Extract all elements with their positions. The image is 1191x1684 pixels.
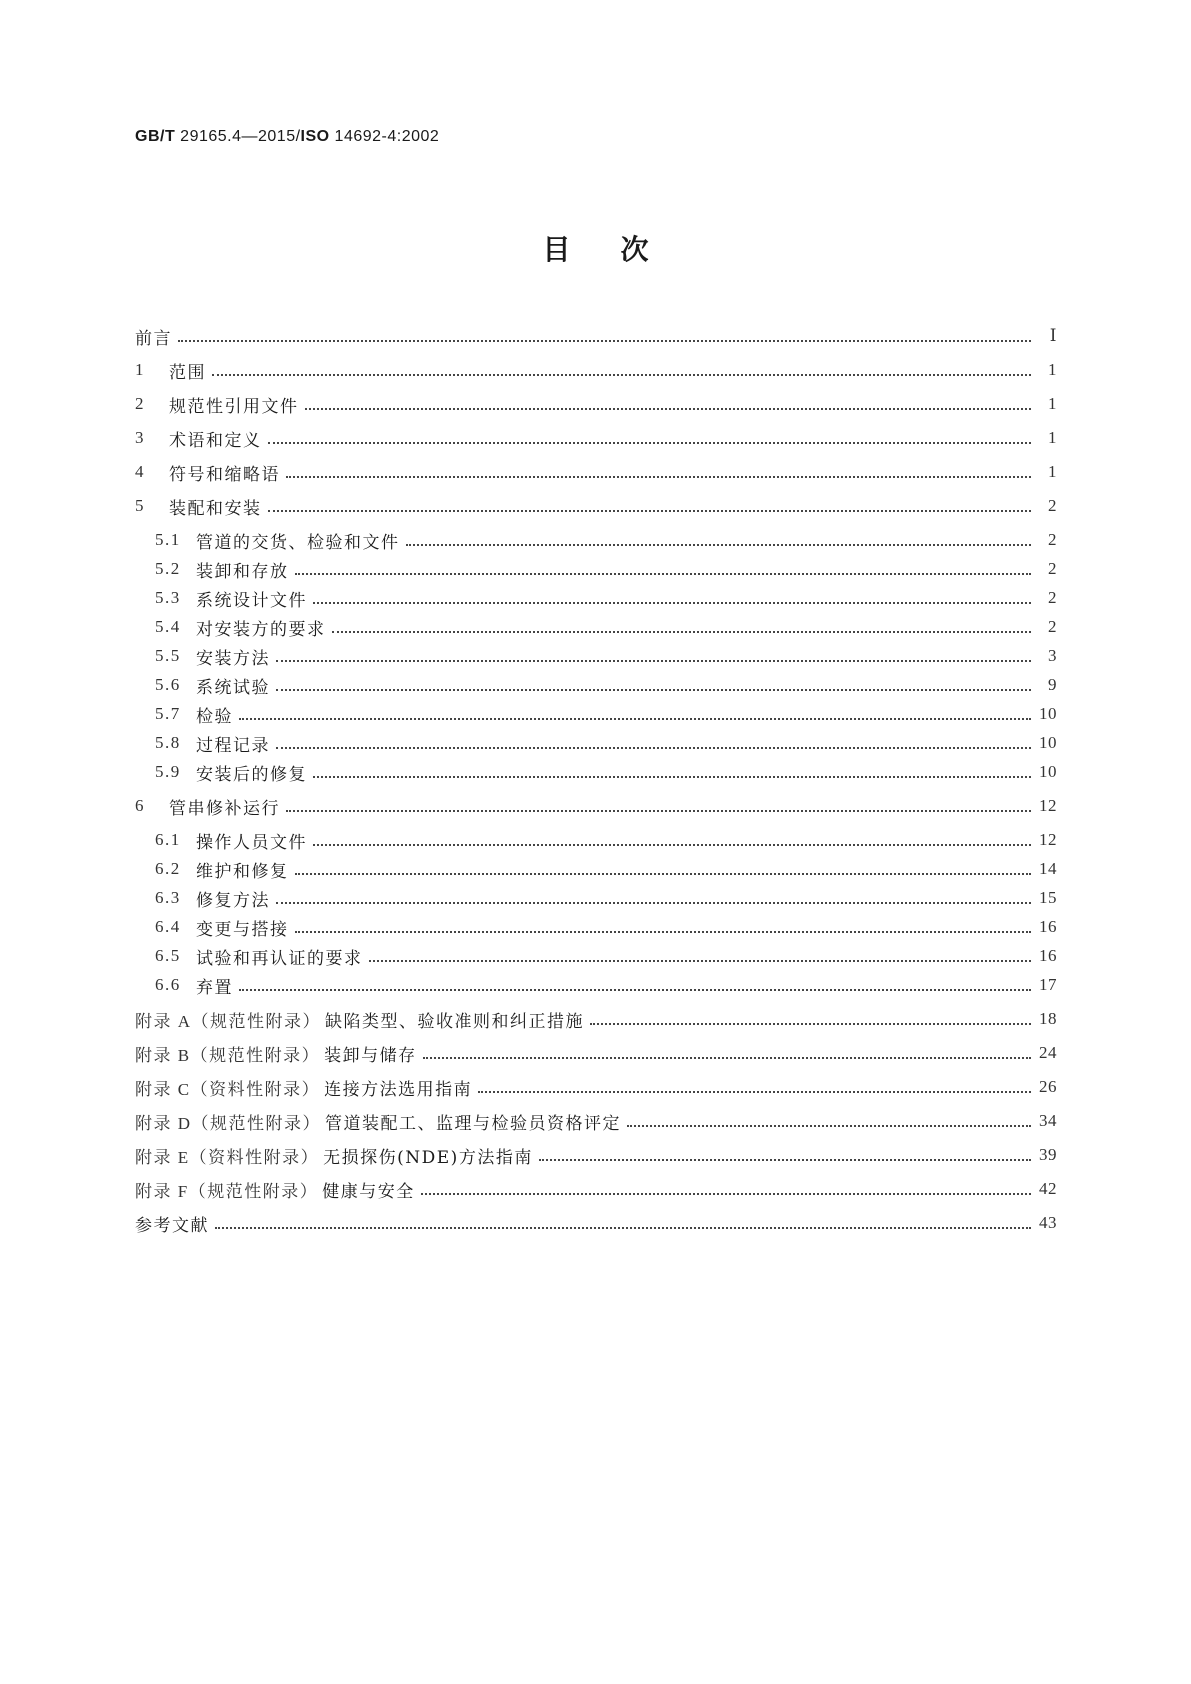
- toc-entry-page: 26: [1039, 1077, 1057, 1096]
- toc-entry-label: 健康与安全: [322, 1181, 415, 1202]
- toc-entry-page: 24: [1039, 1043, 1057, 1062]
- toc-entry-page: 2: [1048, 530, 1057, 549]
- toc-entry-label: 管串修补运行: [169, 798, 280, 819]
- iso-prefix: ISO: [300, 128, 330, 145]
- toc-entry-label: 操作人员文件: [196, 832, 307, 853]
- dot-leader: [305, 408, 1032, 410]
- dot-leader: [332, 631, 1032, 633]
- dot-leader: [215, 1227, 1031, 1229]
- dot-leader: [295, 931, 1032, 933]
- toc-entry-label: 装卸和存放: [196, 561, 289, 582]
- toc-entry-number: 5.2: [155, 559, 181, 578]
- dot-leader: [313, 776, 1031, 778]
- toc-entry-page: 39: [1039, 1145, 1057, 1164]
- toc-entry-number: 5.8: [155, 733, 181, 752]
- toc-entry-label: 修复方法: [196, 890, 270, 911]
- toc-entry[interactable]: [135, 671, 1057, 699]
- toc-entry[interactable]: [135, 758, 1057, 786]
- dot-leader: [627, 1125, 1031, 1127]
- toc-entry-label: 安装后的修复: [196, 764, 307, 785]
- dot-leader: [313, 844, 1031, 846]
- toc-entry-number: 5.4: [155, 617, 181, 636]
- toc-entry-page: 2: [1048, 588, 1057, 607]
- toc-entry[interactable]: [135, 942, 1057, 970]
- toc-entry[interactable]: [135, 1141, 1057, 1169]
- toc-entry-page: 34: [1039, 1111, 1057, 1130]
- toc-entry-page: Ⅰ: [1049, 326, 1057, 345]
- toc-entry[interactable]: [135, 1039, 1057, 1067]
- toc-entry[interactable]: [135, 1107, 1057, 1135]
- toc-entry-number: 5.6: [155, 675, 181, 694]
- toc-entry-label: 维护和修复: [196, 861, 289, 882]
- dot-leader: [421, 1193, 1031, 1195]
- toc-entry[interactable]: [135, 855, 1057, 883]
- toc-entry-page: 16: [1039, 917, 1057, 936]
- toc-entry-number: 5.5: [155, 646, 181, 665]
- toc-entry-page: 1: [1048, 360, 1057, 379]
- dot-leader: [276, 902, 1031, 904]
- toc-entry-page: 10: [1039, 762, 1057, 781]
- toc-entry[interactable]: [135, 390, 1057, 418]
- toc-entry-number: 6.5: [155, 946, 181, 965]
- toc-entry[interactable]: [135, 913, 1057, 941]
- dot-leader: [295, 573, 1032, 575]
- toc-entry[interactable]: [135, 555, 1057, 583]
- toc-entry-number: 5.1: [155, 530, 181, 549]
- toc-entry-label: 过程记录: [196, 735, 270, 756]
- toc-entry-page: 3: [1048, 646, 1057, 665]
- toc-entry-label: 检验: [196, 706, 233, 727]
- dot-leader: [212, 374, 1031, 376]
- toc-entry-label: 系统试验: [196, 677, 270, 698]
- toc-entry-number: 附录 A（规范性附录）: [135, 1011, 322, 1031]
- standard-code: [135, 128, 439, 146]
- toc-entry-number: 6.6: [155, 975, 181, 994]
- toc-entry-label: 试验和再认证的要求: [196, 948, 363, 969]
- dot-leader: [313, 602, 1031, 604]
- dot-leader: [239, 718, 1031, 720]
- dot-leader: [539, 1159, 1031, 1161]
- toc-entry-label: 前言: [135, 328, 172, 349]
- toc-entry-page: 1: [1048, 428, 1057, 447]
- toc-entry-label: 连接方法选用指南: [324, 1079, 473, 1100]
- toc-entry-page: 16: [1039, 946, 1057, 965]
- toc-entry-label: 装配和安装: [169, 498, 262, 519]
- toc-entry[interactable]: [135, 884, 1057, 912]
- dot-leader: [590, 1023, 1031, 1025]
- toc-entry-label: 规范性引用文件: [169, 396, 299, 417]
- toc-entry-label: 术语和定义: [169, 430, 262, 451]
- toc-entry-number: 6.1: [155, 830, 181, 849]
- toc-entry-number: 6.4: [155, 917, 181, 936]
- toc-entry[interactable]: [135, 613, 1057, 641]
- toc-entry[interactable]: [135, 971, 1057, 999]
- toc-entry-label: 对安装方的要求: [196, 619, 326, 640]
- toc-entry-page: 1: [1048, 462, 1057, 481]
- dot-leader: [406, 544, 1032, 546]
- toc-entry-number: 6.2: [155, 859, 181, 878]
- dot-leader: [286, 810, 1031, 812]
- toc-entry-page: 2: [1048, 559, 1057, 578]
- dot-leader: [423, 1057, 1031, 1059]
- dot-leader: [276, 660, 1031, 662]
- page-title: 目次: [542, 233, 699, 266]
- toc-entry-label: 无损探伤(NDE)方法指南: [323, 1147, 533, 1168]
- dot-leader: [295, 873, 1032, 875]
- toc-entry-number: 6.3: [155, 888, 181, 907]
- toc-entry[interactable]: [135, 792, 1057, 820]
- dot-leader: [268, 510, 1032, 512]
- toc-entry[interactable]: [135, 729, 1057, 757]
- toc-entry[interactable]: [135, 1175, 1057, 1203]
- toc-entry-number: 附录 F（规范性附录）: [135, 1181, 319, 1201]
- toc-entry[interactable]: [135, 356, 1057, 384]
- iso-number: 14692-4:2002: [329, 128, 440, 145]
- toc-entry-label: 管道的交货、检验和文件: [196, 532, 400, 553]
- toc-entry-page: 1: [1048, 394, 1057, 413]
- toc-entry-number: 3: [135, 428, 145, 447]
- toc-entry[interactable]: [135, 424, 1057, 452]
- toc-entry-page: 17: [1039, 975, 1057, 994]
- toc-entry[interactable]: [135, 322, 1057, 350]
- toc-entry-page: 10: [1039, 733, 1057, 752]
- toc-entry[interactable]: [135, 1209, 1057, 1237]
- toc-entry-label: 参考文献: [135, 1215, 209, 1236]
- toc-entry[interactable]: [135, 492, 1057, 520]
- toc-entry-number: 附录 B（规范性附录）: [135, 1045, 321, 1065]
- standard-prefix: GB/T: [135, 128, 176, 145]
- toc-entry-page: 12: [1039, 796, 1057, 815]
- toc-entry[interactable]: [135, 826, 1057, 854]
- toc-entry[interactable]: [135, 526, 1057, 554]
- toc-entry[interactable]: [135, 458, 1057, 486]
- toc-entry-page: 15: [1039, 888, 1057, 907]
- toc-entry[interactable]: [135, 584, 1057, 612]
- toc-entry-number: 5.9: [155, 762, 181, 781]
- toc-entry-label: 缺陷类型、验收准则和纠正措施: [325, 1011, 585, 1032]
- toc-entry-number: 1: [135, 360, 145, 379]
- toc-entry[interactable]: [135, 700, 1057, 728]
- toc-entry-label: 安装方法: [196, 648, 270, 669]
- dot-leader: [178, 340, 1031, 342]
- toc-entry-label: 符号和缩略语: [169, 464, 280, 485]
- dot-leader: [239, 989, 1031, 991]
- toc-entry-number: 5.3: [155, 588, 181, 607]
- toc-entry-label: 变更与搭接: [196, 919, 289, 940]
- toc-entry-label: 弃置: [196, 977, 233, 998]
- toc-entry-number: 附录 C（资料性附录）: [135, 1079, 321, 1099]
- dot-leader: [478, 1091, 1031, 1093]
- toc-entry[interactable]: [135, 1005, 1057, 1033]
- toc-entry-number: 2: [135, 394, 145, 413]
- toc-entry-number: 5.7: [155, 704, 181, 723]
- standard-number: 29165.4—2015/: [175, 128, 301, 145]
- toc-entry-page: 43: [1039, 1213, 1057, 1232]
- toc-entry-page: 10: [1039, 704, 1057, 723]
- toc-entry-number: 6: [135, 796, 145, 815]
- toc-entry-page: 42: [1039, 1179, 1057, 1198]
- dot-leader: [369, 960, 1032, 962]
- toc-entry-label: 系统设计文件: [196, 590, 307, 611]
- toc-entry-number: 附录 E（资料性附录）: [135, 1147, 320, 1167]
- toc-entry-number: 附录 D（规范性附录）: [135, 1113, 322, 1133]
- dot-leader: [268, 442, 1032, 444]
- toc-entry-page: 9: [1048, 675, 1057, 694]
- toc-entry-label: 装卸与储存: [324, 1045, 417, 1066]
- toc-entry[interactable]: [135, 1073, 1057, 1101]
- toc-entry-number: 4: [135, 462, 145, 481]
- toc-entry-page: 18: [1039, 1009, 1057, 1028]
- dot-leader: [286, 476, 1031, 478]
- dot-leader: [276, 689, 1031, 691]
- toc-entry-page: 2: [1048, 496, 1057, 515]
- toc-entry[interactable]: [135, 642, 1057, 670]
- toc-entry-label: 管道装配工、监理与检验员资格评定: [325, 1113, 622, 1134]
- toc-entry-number: 5: [135, 496, 145, 515]
- toc-entry-label: 范围: [169, 362, 206, 383]
- toc-entry-page: 14: [1039, 859, 1057, 878]
- toc-entry-page: 12: [1039, 830, 1057, 849]
- toc-entry-page: 2: [1048, 617, 1057, 636]
- dot-leader: [276, 747, 1031, 749]
